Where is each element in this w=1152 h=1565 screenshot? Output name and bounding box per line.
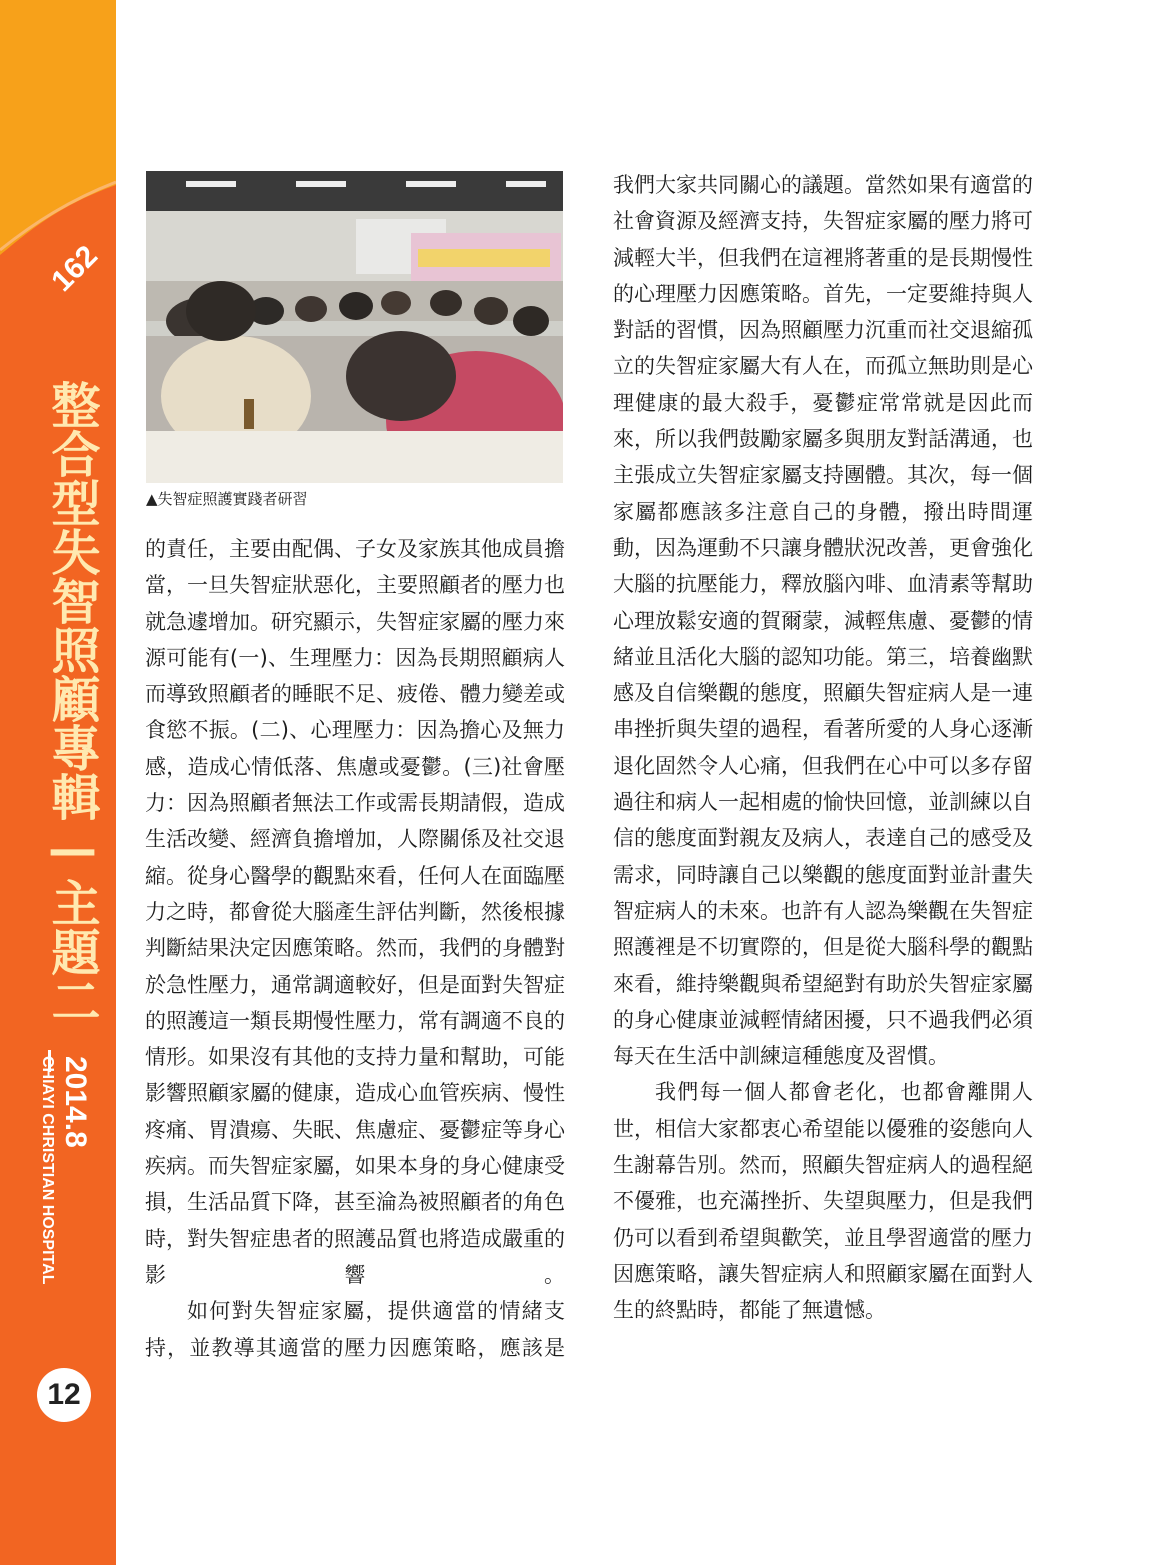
issue-number: 162	[45, 239, 105, 299]
page-number: 12	[37, 1368, 91, 1422]
issue-meta	[38, 1056, 92, 1346]
photo-seminar	[146, 171, 563, 483]
paragraph: 我們每一個人都會老化，也都會離開人世，相信大家都衷心希望能以優雅的姿態向人生謝幕告別。然而，照顧失智症病人的過程絕不優雅，也充滿挫折、失望與壓力，但是我們仍可以看到希望與歡笑，並且學習適當的壓力因應策略，讓失智症病人和照顧家屬在面對人生的終點時，都能了無遺憾。	[613, 1080, 1033, 1323]
issue-date: 2014.8	[59, 1056, 92, 1148]
sidebar	[0, 0, 116, 1565]
paragraph: 我們大家共同關心的議題。當然如果有適當的社會資源及經濟支持，失智症家屬的壓力將可減輕大半，但我們在這裡將著重的是長期慢性的心理壓力因應策略。首先，一定要維持與人對話的習慣，因為照顧壓力沉重而社交退縮孤立的失智症家屬大有人在，而孤立無助則是心理健康的最大殺手，憂鬱症常常就是因此而來，所以我們鼓勵家屬多與朋友對話溝通，也主張成立失智症家屬支持團體。其次，每一個家屬都應該多注意自己的身體，撥出時間運動，因為運動不只讓身體狀況改善，更會強化大腦的抗壓能力，釋放腦內啡、血清素等幫助心理放鬆安適的賀爾蒙，減輕焦慮、憂鬱的情緒並且活化大腦的認知功能。第三，培養幽默感及自信樂觀的態度，照顧失智症病人是一連串挫折與失望的過程，看著所愛的人身心逐漸退化固然令人心痛，但我們在心中可以多存留過往和病人一起相處的愉快回憶，並訓練以自信的態度面對親友及病人，表達自己的感受及需求，同時讓自己以樂觀的態度面對並計畫失智症病人的未來。也許有人認為樂觀在失智症照護裡是不切實際的，但是從大腦科學的觀點來看，維持樂觀與希望絕對有助於失智症家屬的身心健康並減輕情緒困擾，只不過我們必須每天在生活中訓練這種態度及習慣。	[613, 173, 1033, 1069]
article-column-right	[613, 167, 1033, 1329]
hospital-name: CHIAYI CHRISTIAN HOSPITAL	[39, 1056, 56, 1285]
photo-caption: ▲失智症照護實踐者研習	[146, 490, 308, 508]
paragraph: 如何對失智症家屬，提供適當的情緒支持，並教導其適當的壓力因應策略，應該是	[145, 1299, 565, 1360]
section-title: 整合型失智照顧專輯—主題二	[44, 380, 101, 1025]
article-column-left	[145, 531, 565, 1366]
paragraph: 的責任，主要由配偶、子女及家族其他成員擔當，一旦失智症狀惡化，主要照顧者的壓力也就急遽增加。研究顯示，失智症家屬的壓力來源可能有(一)、生理壓力：因為長期照顧病人而導致照顧者的睡眠不足、疲倦、體力變差或食慾不振。(二)、心理壓力：因為擔心及無力感，造成心情低落、焦慮或憂鬱。(三)社會壓力：因為照顧者無法工作或需長期請假，造成生活改變、經濟負擔增加，人際關係及社交退縮。從身心醫學的觀點來看，任何人在面臨壓力之時，都會從大腦產生評估判斷，然後根據判斷結果決定因應策略。然而，我們的身體對於急性壓力，通常調適較好，但是面對失智症的照護這一類長期慢性壓力，常有調適不良的情形。如果沒有其他的支持力量和幫助，可能影響照顧家屬的健康，造成心血管疾病、慢性疼痛、胃潰瘍、失眠、焦慮症、憂鬱症等身心疾病。而失智症家屬，如果本身的身心健康受損，生活品質下降，甚至淪為被照顧者的角色時，對失智症患者的照護品質也將造成嚴重的影響。	[145, 537, 565, 1287]
